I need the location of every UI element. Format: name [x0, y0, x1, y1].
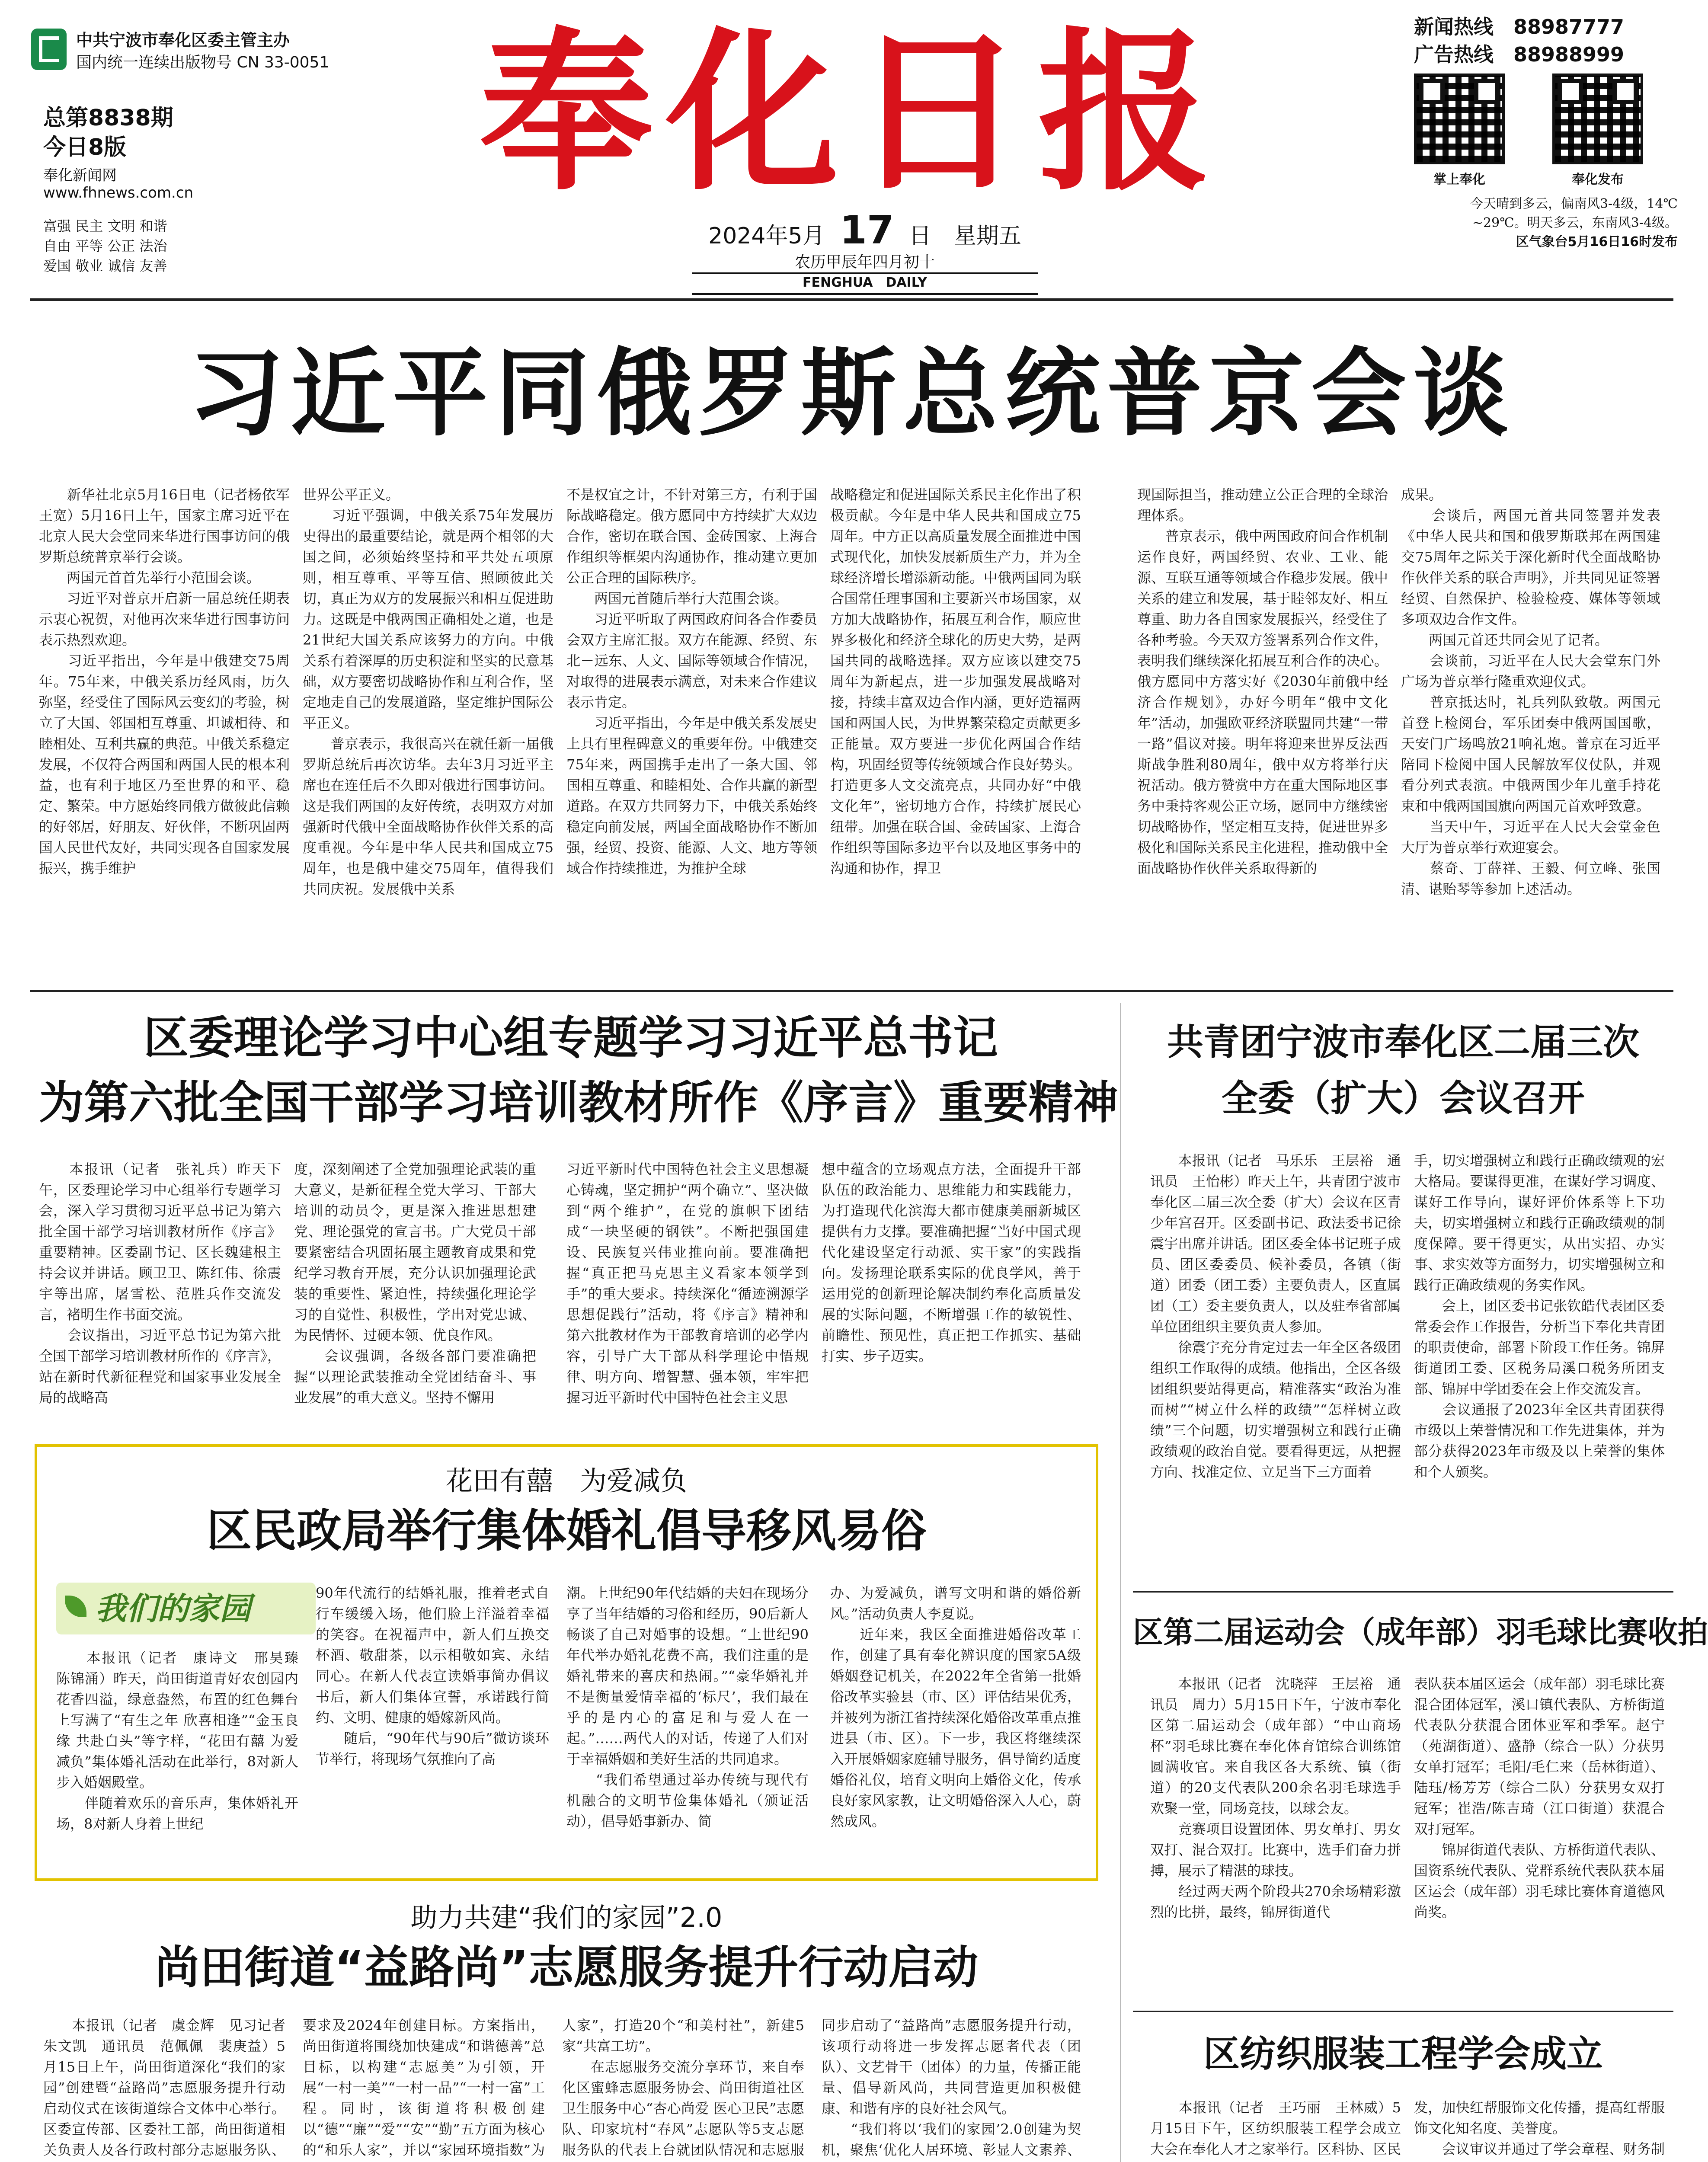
cn-number: 国内统一连续出版物号 CN 33-0051 — [76, 54, 329, 71]
en-name: FENGHUA DAILY — [803, 275, 927, 290]
values-row: 自由 平等 公正 法治 — [43, 238, 167, 254]
qr2-label: 奉化发布 — [1572, 172, 1624, 187]
weather-source: 区气象台5月16日16时发布 — [1516, 234, 1678, 249]
theory-headline-1: 区委理论学习中心组专题学习习近平总书记 — [143, 1011, 998, 1064]
theory-column: 度，深刻阐述了全党加强理论武装的重大意义，是新征程全党大学习、干部大培训的动员令，更是深入推进思想建党、理论强党的宣言书。广大党员干部要紧密结合巩固拓展主题教育成果和党纪学习教育开展，充分认识加强理论武装的重要性、紧迫性，持续强化理论学习的自觉性、积极性，学出对党忠诚、为民情怀、过硬本领、优良作风。 会议强调，各级各部门要准确把握“以理论武装推动全党团结奋斗、事业发展”的重大意义。坚持不懈用 — [294, 1161, 536, 1406]
issue-date — [692, 208, 1038, 253]
textile-column: 本报讯（记者 王巧丽 王林威）5月15日下午，区纺织服装工程学会成立大会在奉化人才之家举行。区科协、区民 — [1150, 2099, 1401, 2157]
lead-column: 成果。 会谈后，两国元首共同签署并发表《中华人民共和国和俄罗斯联邦在两国建交75周年之际关于深化新时代全面战略协作伙伴关系的联合声明》，并共同见证签署经贸、自然保护、检验检疫、媒体等领域多项双边合作文件。 两国元首还共同会见了记者。 会谈前，习近平在人民大会堂东门外广场为普京举行隆重欢迎仪式。 普京抵达时，礼兵列队致敬。两国元首登上检阅台，军乐团奏中俄两国国歌，天安门广场鸣放21响礼炮。普京在习近平陪同下检阅中国人民解放军仪仗队，并观看分列式表演。中俄两国少年儿童手持花束和中俄两国国旗向两国元首欢呼致意。 当天中午，习近平在人民大会堂金色大厅为普京举行欢迎宴会。 蔡奇、丁薛祥、王毅、何立峰、张国清、谌贻琴等参加上述活动。 — [1401, 486, 1660, 897]
date-prefix: 2024年5月 — [708, 223, 825, 249]
site-url[interactable]: www.fhnews.com.cn — [43, 184, 194, 201]
hotline-news: 88987777 — [1513, 15, 1625, 38]
volunteer-column: 要求及2024年创建目标。方案指出，尚田街道将围绕加快建成“和谐德善”总目标，以构建“志愿美”为引领，开展“一村一美”“一村一品”“一村一富”工程。同时，该街道将积极创建以“德”“廉”“爱”“安”“勤”五方面为核心的“和乐人家”，并以“家园环境指数”为 — [303, 2017, 545, 2158]
hotline-ad: 88988999 — [1513, 43, 1625, 66]
textile-headline: 区纺织服装工程学会成立 — [1203, 2033, 1603, 2075]
lead-headline: 习近平同俄罗斯总统普京会谈 — [188, 338, 1515, 449]
theory-column: 本报讯（记者 张礼兵）昨天下午，区委理论学习中心组举行专题学习会，深入学习贯彻习近平总书记为第六批全国干部学习培训教材所作《序言》重要精神。区委副书记、区长魏建根主持会议并讲话。顾卫卫、陈红伟、徐震宇等出席，屠雪松、范胜兵作交流发言，褚明生作书面交流。 会议指出，习近平总书记为第六批全国干部学习培训教材所作的《序言》，站在新时代新征程党和国家事业发展全局的战略高 — [39, 1161, 281, 1406]
lead-column: 新华社北京5月16日电（记者杨依军 王宽）5月16日上午，国家主席习近平在北京人民大会堂同来华进行国事访问的俄罗斯总统普京举行会谈。 两国元首首先举行小范围会谈。 习近平对普京开启新一届总统任期表示衷心祝贺，对他再次来华进行国事访问表示热烈欢迎。 习近平指出，今年是中俄建交75周年。75年来，中俄关系历经风雨，历久弥坚，经受住了国际风云变幻的考验，树立了大国、邻国相互尊重、坦诚相待、和睦相处、互利共赢的典范。中俄关系稳定发展，不仅符合两国和两国人民的根本利益，也有利于地区乃至世界的和平、稳定、繁荣。中方愿始终同俄方做彼此信赖的好邻居，好朋友、好伙伴，不断巩固两国人民世代友好，共同实现各自国家发展振兴，携手维护 — [39, 486, 290, 876]
qr-code-fabu[interactable] — [1552, 74, 1643, 164]
values-row: 富强 民主 文明 和谐 — [43, 218, 167, 234]
lead-column: 世界公平正义。 习近平强调，中俄关系75年发展历史得出的最重要结论，就是两个相邻的大国之间，必须始终坚持和平共处五项原则，相互尊重、平等互信、照顾彼此关切，真正为双方的发展振兴和相互促进助力。这既是中俄两国正确相处之道，也是21世纪大国关系应该努力的方向。中俄关系有着深厚的历史积淀和坚实的民意基础，双方要密切战略协作和互利合作，坚定地走自己的发展道路，坚定维护国际公平正义。 普京表示，我很高兴在就任新一届俄罗斯总统后再次访华。去年3月习近平主席也在连任后不久即对俄进行国事访问。这是我们两国的友好传统，表明双方对加强新时代俄中全面战略协作伙伴关系的高度重视。今年是中华人民共和国成立75周年，也是俄中建交75周年，值得我们共同庆祝。发展俄中关系 — [303, 486, 553, 897]
section-rule — [1133, 2011, 1673, 2012]
youth-league-headline-2: 全委（扩大）会议召开 — [1221, 1077, 1585, 1119]
weather-line: 今天晴到多云，偏南风3-4级，14℃ — [1470, 196, 1678, 211]
issue-total: 总第8838期 — [43, 105, 173, 131]
weather — [1397, 195, 1678, 252]
date-day: 17 — [840, 208, 894, 253]
column-logo-text: 我们的家园 — [95, 1590, 251, 1627]
column-divider — [1120, 1003, 1121, 2162]
hotline-ad-label: 广告热线 — [1414, 43, 1494, 66]
badminton-column: 表队获本届区运会（成年部）羽毛球比赛混合团体冠军，溪口镇代表队、方桥街道代表队分获混合团体亚军和季军。赵宁（苑湖街道）、盛静（综合一队）分获男女单打冠军；毛阳/毛仁来（岳林街道）、陆珏/杨芳芳（综合二队）分获男女双打冠军；崔浩/陈吉琦（江口街道）获混合双打冠军。 锦屏街道代表队、方桥街道代表队、国资系统代表队、党群系统代表队获本届区运会（成年部）羽毛球比赛体育道德风尚奖。 — [1414, 1676, 1665, 1920]
qr-code-zhangshang[interactable] — [1414, 74, 1505, 164]
values-row: 爱国 敬业 诚信 友善 — [43, 258, 167, 274]
youth-league-column: 本报讯（记者 马乐乐 王层裕 通讯员 王怡彬）昨天上午，共青团宁波市奉化区二届三次全委（扩大）会议在区青少年宫召开。区委副书记、政法委书记徐震宇出席并讲话。团区委全体书记班子成员、团区委委员、候补委员，各镇（街道）团委（团工委）主要负责人，区直属团（工）委主要负责人，以及驻奉省部属单位团组织主要负责人参加。 徐震宇充分肯定过去一年全区各级团组织工作取得的成绩。他指出，全区各级团组织要站得更高，精准落实“政治为准而树”“树立什么样的政绩”“怎样树立政绩”三个问题，切实增强树立和践行正确政绩观的政治自觉。要看得更远，从把握方向、找准定位、立足当下三方面着 — [1150, 1152, 1401, 1480]
qr1-label: 掌上奉化 — [1433, 172, 1485, 187]
wedding-column: 潮。上世纪90年代结婚的夫妇在现场分享了当年结婚的习俗和经历，90后新人畅谈了自己对婚事的设想。“上世纪90年代举办婚礼花费不高，我们注重的是婚礼带来的喜庆和热闹。”“豪华婚礼并不是衡量爱情幸福的‘标尺’，我们最在乎的是内心的富足和与爱人在一起。”……两代人的对话，传递了人们对于幸福婚姻和美好生活的共同追求。 “我们希望通过举办传统与现代有机融合的文明节俭集体婚礼（颁证活动），倡导婚事新办、简 — [566, 1585, 809, 1829]
wedding-kicker: 花田有囍 为爱减负 — [445, 1465, 687, 1497]
volunteer-column: 同步启动了“益路尚”志愿服务提升行动，该项行动将进一步发挥志愿者代表（团队）、文艺骨干（团体）的力量，传播正能量、倡导新风尚，共同营造更加积极健康、和谐有序的良好社会风气。 “我们将以‘我们的家园’2.0创建为契机，聚焦‘优化人居环境、彰显人文素养、 — [822, 2017, 1081, 2158]
wedding-column: 90年代流行的结婚礼服，推着老式自行车缓缓入场，他们脸上洋溢着幸福的笑容。在祝福声中，新人们互换交杯酒、敬甜茶，以示相敬如宾、永结同心。在新人代表宣读婚事简办倡议书后，新人们集体宣誓，承诺践行简约、文明、健康的婚嫁新风尚。 随后，“90年代与90后”微访谈环节举行，将现场气氛推向了高 — [316, 1585, 549, 1767]
masthead — [0, 0, 1703, 298]
hotlines — [1414, 13, 1624, 68]
youth-league-headline-1: 共青团宁波市奉化区二届三次 — [1167, 1021, 1639, 1063]
en-name-bar — [692, 272, 1038, 295]
theory-column: 想中蕴含的立场观点方法，全面提升干部队伍的政治能力、思维能力和实践能力，为打造现代化滨海大都市健康美丽新城区提供有力支撑。要准确把握“当好中国式现代化建设坚定行动派、实干家”的实践指向。发扬理论联系实际的优良学风，善于运用党的创新理论解决制约奉化高质量发展的实际问题，不断增强工作的敏锐性、前瞻性、预见性，真正把工作抓实、基础打实、步子迈实。 — [822, 1161, 1081, 1364]
weather-line: ~29℃。明天多云，东南风3-4级。 — [1472, 215, 1678, 230]
wedding-column: 办、为爱减负，谱写文明和谐的婚俗新风。”活动负责人李夏说。 近年来，我区全面推进婚俗改革工作，创建了具有奉化辨识度的国家5A级婚姻登记机关，在2022年全省第一批婚俗改革实验县（市、区）评估结果优秀，并被列为浙江省持续深化婚俗改革重点推进县（市、区）。下一步，我区将继续深入开展婚姻家庭辅导服务，倡导简约适度婚俗礼仪，培育文明向上婚俗文化，传承良好家风家教，让文明婚俗深入人心，蔚然成风。 — [830, 1585, 1081, 1829]
lead-column: 战略稳定和促进国际关系民主化作出了积极贡献。今年是中华人民共和国成立75周年。中方正以高质量发展全面推进中国式现代化，加快发展新质生产力，并为全球经济增长增添新动能。中俄两国同为联合国常任理事国和主要新兴市场国家，双方加大战略协作，拓展互利合作，顺应世界多极化和经济全球化的历史大势，是两国共同的战略选择。双方应该以建交75周年为新起点，进一步加强发展战略对接，持续丰富双边合作内涵，更好造福两国和两国人民，为世界繁荣稳定贡献更多正能量。双方要进一步优化两国合作结构，巩固经贸等传统领域合作良好势头。打造更多人文交流亮点，共同办好“中俄文化年”，密切地方合作，持续扩展民心纽带。加强在联合国、金砖国家、上海合作组织等国际多边平台以及地区事务中的沟通和协作，捍卫 — [830, 486, 1081, 876]
youth-league-column: 手，切实增强树立和践行正确政绩观的宏大格局。要谋得更准，在谋好学习调度、谋好工作导向，谋好评价体系等上下功夫，切实增强树立和践行正确政绩观的制度保障。要干得更实，从出实招、办实事、求实效等方面努力，切实增强树立和践行正确政绩观的务实作风。 会上，团区委书记张钦皓代表团区委常委会作工作报告，分析当下奉化共青团的职责使命，部署下阶段工作任务。锦屏街道团工委、区税务局溪口税务所团支部、锦屏中学团委在会上作交流发言。 会议通报了2023年全区共青团获得市级以上荣誉情况和工作先进集体，并为部分获得2023年市级及以上荣誉的集体和个人颁奖。 — [1414, 1152, 1665, 1480]
site-name: 奉化新闻网 — [43, 167, 117, 184]
volunteer-column: 人家”，打造20个“和美村社”，新建5家“共富工坊”。 在志愿服务交流分享环节，来自奉化区蜜蜂志愿服务协会、尚田街道社区卫生服务中心“杏心尚爱 医心卫民”志愿队、印家坑村“春风”志愿队等5支志愿服务队的代表上台就团队情况和志愿服 — [562, 2017, 804, 2158]
lunar-date: 农历甲辰年四月初十 — [794, 253, 935, 271]
wedding-headline: 区民政局举行集体婚礼倡导移风易俗 — [206, 1504, 926, 1557]
lead-column: 现国际担当，推动建立公正合理的全球治理体系。 普京表示，俄中两国政府间合作机制运作良好，两国经贸、农业、工业、能源、互联互通等领域合作稳步发展。俄中关系的建立和发展，基于睦邻友好、相互尊重、助力各自国家发展振兴，经受住了各种考验。今天双方签署系列合作文件，表明我们继续深化拓展互利合作的决心。俄方愿同中方落实好《2030年前俄中经济合作规划》，办好今明年“俄中文化年”活动，加强欧亚经济联盟同共建“一带一路”倡议对接。明年将迎来世界反法西斯战争胜利80周年，俄中双方将举行庆祝活动。俄方赞赏中方在重大国际地区事务中秉持客观公正立场，愿同中方继续密切战略协作，坚定相互支持，促进世界多极化和国际关系民主化进程，推动俄中全面战略协作伙伴关系取得新的 — [1137, 486, 1388, 876]
leaf-icon — [65, 1596, 86, 1617]
badminton-column: 本报讯（记者 沈晓萍 王层裕 通讯员 周力）5月15日下午，宁波市奉化区第二届运动会（成年部）“中山商场杯”羽毛球比赛在奉化体育馆综合训练馆圆满收官。来自我区各大系统、镇（街道）的20支代表队200余名羽毛球选手欢聚一堂，同场竞技，以球会友。 竞赛项目设置团体、男女单打、男女双打、混合双打。比赛中，选手们奋力拼搏，展示了精湛的球技。 经过两天两个阶段共270余场精彩激烈的比拼，最终，锦屏街道代 — [1150, 1676, 1401, 1920]
textile-column: 发，加快红帮服饰文化传播，提高红帮服饰文化知名度、美誉度。 会议审议并通过了学会章程、财务制 — [1414, 2099, 1665, 2157]
badminton-headline: 区第二届运动会（成年部）羽毛球比赛收拍 — [1133, 1615, 1708, 1650]
volunteer-kicker: 助力共建“我们的家园”2.0 — [410, 1902, 723, 1933]
hotline-news-label: 新闻热线 — [1414, 15, 1494, 38]
volunteer-headline: 尚田街道“益路尚”志愿服务提升行动启动 — [154, 1941, 979, 1994]
core-values — [43, 216, 167, 276]
newspaper-title: 奉化日报 — [480, 11, 1224, 214]
theory-headline-2: 为第六批全国干部学习培训教材所作《序言》重要精神 — [39, 1076, 1119, 1129]
theory-column: 习近平新时代中国特色社会主义思想凝心铸魂，坚定拥护“两个确立”、坚决做到“两个维护”，在党的旗帜下团结成“一块坚硬的钢铁”。不断把强国建设、民族复兴伟业推向前。要准确把握“真正把马克思主义看家本领学到手”的重大要求。持续深化“循迹溯源学思想促践行”活动，将《序言》精神和第六批教材作为干部教育培训的必学内容，引导广大干部从科学理论中悟规律、明方向、增智慧、强本领，牢牢把握习近平新时代中国特色社会主义思 — [566, 1161, 809, 1406]
section-rule — [1133, 1591, 1673, 1593]
date-suffix: 日 星期五 — [908, 223, 1021, 249]
section-rule — [30, 990, 1673, 992]
pages-today: 今日8版 — [43, 134, 127, 160]
lead-column: 不是权宜之计，不针对第三方，有利于国际战略稳定。俄方愿同中方持续扩大双边合作，密切在联合国、金砖国家、上海合作组织等框架内沟通协作，推动建立更加公正合理的国际秩序。 两国元首随后举行大范围会谈。 习近平听取了两国政府间各合作委员会双方主席汇报。双方在能源、经贸、东北－远东、人文、国际等领域合作情况，对取得的进展表示满意，对未来合作建议表示肯定。 习近平指出，今年是中俄关系发展史上具有里程碑意义的重要年份。中俄建交75年来，两国携手走出了一条大国、邻国相互尊重、和睦相处、合作共赢的新型道路。在双方共同努力下，中俄关系始终稳定向前发展，两国全面战略协作不断加强，经贸、投资、能源、人文、地方等领域合作持续推进，为推护全球 — [566, 486, 817, 876]
volunteer-column: 本报讯（记者 虞金辉 见习记者 朱文凯 通讯员 范佩佩 裴庚益）5月15日上午，尚田街道深化“我们的家园”创建暨“益路尚”志愿服务提升行动启动仪式在该街道综合文体中心举行。区委宣传部、区委社工部，尚田街道相关负责人及各行政村部分志愿服务队、 — [43, 2017, 285, 2158]
masthead-rule — [30, 298, 1673, 301]
org-line: 中共宁波市奉化区委主管主办 — [76, 31, 290, 50]
wedding-column: 本报讯（记者 康诗文 邢昊臻 陈锦涌）昨天，尚田街道青好农创园内花香四溢，绿意盎然，布置的红色舞台上写满了“有生之年 欣喜相逢”“金玉良缘 共赴白头”等字样，“花田有囍 为爱减负”集体婚礼活动在此举行，8对新人步入婚姻殿堂。 伴随着欢乐的音乐声，集体婚礼开场，8对新人身着上世纪 — [56, 1650, 298, 1832]
party-logo-icon — [31, 29, 67, 70]
column-logo — [56, 1583, 316, 1634]
